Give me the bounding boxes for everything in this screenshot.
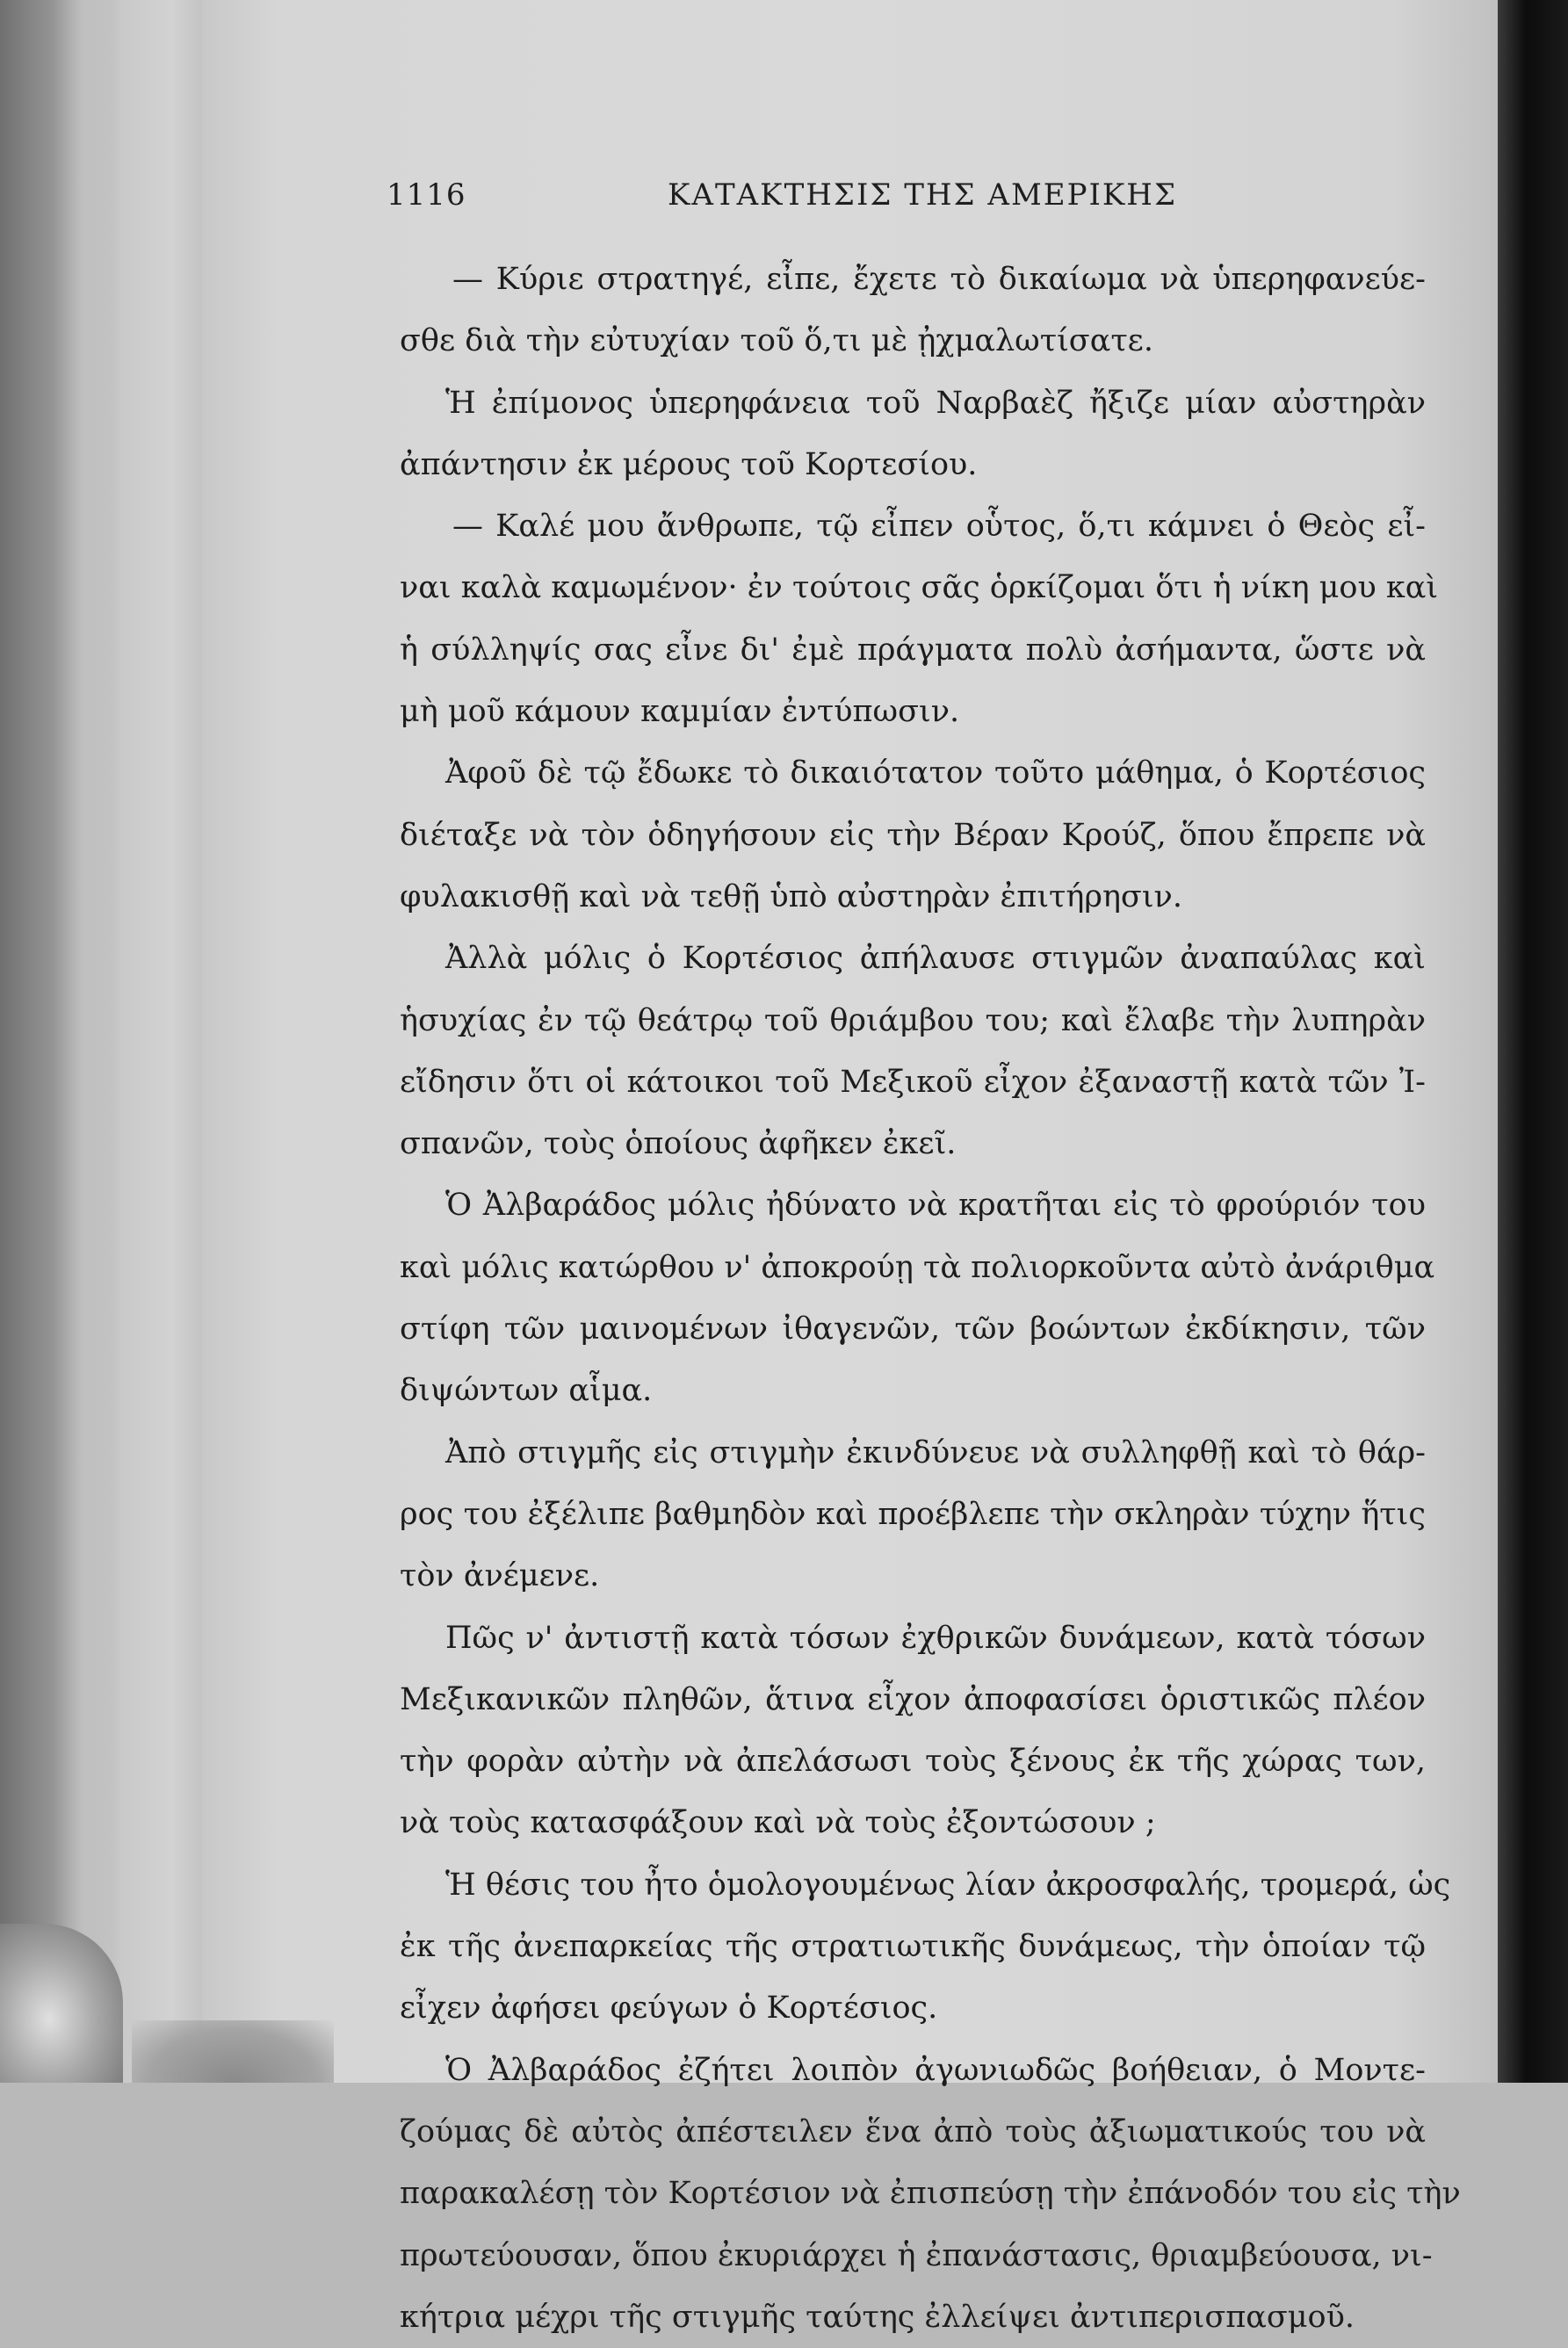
text-line: διψώντων αἷμα. xyxy=(400,1373,653,1409)
text-line: ἡ σύλληψίς σας εἶνε δι' ἐμὲ πράγματα πολὺ ἀσήμαντα, ὥστε νὰ xyxy=(400,632,1426,668)
text-line: καὶ μόλις κατώρθου ν' ἀποκρούῃ τὰ πολιορκοῦντα αὐτὸ ἀνάριθμα xyxy=(400,1249,1435,1285)
text-line: στίφη τῶν μαινομένων ἰθαγενῶν, τῶν βοώντων ἐκδίκησιν, τῶν xyxy=(400,1311,1426,1347)
text-line: πρωτεύουσαν, ὅπου ἐκυριάρχει ἡ ἐπανάστασις, θριαμβεύουσα, νι- xyxy=(400,2237,1433,2273)
text-line: — Κύριε στρατηγέ, εἶπε, ἔχετε τὸ δικαίωμα νὰ ὑπερηφανεύε- xyxy=(452,262,1426,297)
text-line: Ὁ Ἀλβαράδος μόλις ἠδύνατο νὰ κρατῆται εἰς τὸ φρούριόν του xyxy=(445,1188,1426,1224)
text-line: Ἡ ἐπίμονος ὑπερηφάνεια τοῦ Ναρβαὲζ ἤξιζε μίαν αὐστηρὰν xyxy=(445,385,1426,421)
text-line: Ἀπὸ στιγμῆς εἰς στιγμὴν ἐκινδύνευε νὰ συλληφθῇ καὶ τὸ θάρ- xyxy=(445,1434,1426,1470)
text-line: ἀπάντησιν ἐκ μέρους τοῦ Κορτεσίου. xyxy=(400,446,978,482)
text-line: Ἀλλὰ μόλις ὁ Κορτέσιος ἀπήλαυσε στιγμῶν ἀναπαύλας καὶ xyxy=(445,941,1426,977)
text-line: Ἡ θέσις του ἦτο ὁμολογουμένως λίαν ἀκροσφαλής, τρομερά, ὡς xyxy=(445,1867,1451,1903)
text-line: Πῶς ν' ἀντιστῇ κατὰ τόσων ἐχθρικῶν δυνάμεων, κατὰ τόσων xyxy=(445,1620,1426,1656)
text-line: διέταξε νὰ τὸν ὁδηγήσουν εἰς τὴν Βέραν Κρούζ, ὅπου ἔπρεπε νὰ xyxy=(400,817,1426,853)
page-header xyxy=(387,177,1432,221)
text-line: κήτρια μέχρι τῆς στιγμῆς ταύτης ἐλλείψει ἀντιπερισπασμοῦ. xyxy=(400,2299,1355,2335)
text-line: ρος του ἐξέλιπε βαθμηδὸν καὶ προέβλεπε τὴν σκληρὰν τύχην ἥτις xyxy=(400,1496,1426,1532)
text-line: ζούμας δὲ αὐτὸς ἀπέστειλεν ἕνα ἀπὸ τοὺς ἀξιωματικούς του νὰ xyxy=(400,2113,1426,2149)
book-gutter xyxy=(1498,0,1568,2083)
text-line: τὸν ἀνέμενε. xyxy=(400,1558,600,1594)
text-line: φυλακισθῇ καὶ νὰ τεθῇ ὑπὸ αὐστηρὰν ἐπιτήρησιν. xyxy=(400,878,1182,914)
text-line: εἴδησιν ὅτι οἱ κάτοικοι τοῦ Μεξικοῦ εἶχον ἐξαναστῇ κατὰ τῶν Ἰ- xyxy=(400,1064,1426,1100)
facing-page-edge xyxy=(0,0,202,2083)
finger-shadow xyxy=(132,2020,334,2083)
text-line: Ἀφοῦ δὲ τῷ ἔδωκε τὸ δικαιότατον τοῦτο μάθημα, ὁ Κορτέσιος xyxy=(445,755,1426,791)
text-line: νὰ τοὺς κατασφάξουν καὶ νὰ τοὺς ἐξοντώσουν ; xyxy=(400,1805,1156,1841)
running-title: ΚΑΤΑΚΤΗΣΙΣ ΤΗΣ ΑΜΕΡΙΚΗΣ xyxy=(668,177,1177,213)
text-line: εἶχεν ἀφήσει φεύγων ὁ Κορτέσιος. xyxy=(400,1990,938,2027)
text-line: παρακαλέσῃ τὸν Κορτέσιον νὰ ἐπισπεύσῃ τὴν ἐπάνοδόν του εἰς τὴν xyxy=(400,2176,1461,2212)
text-line: ναι καλὰ καμωμένον· ἐν τούτοις σᾶς ὁρκίζομαι ὅτι ἡ νίκη μου καὶ xyxy=(400,570,1439,606)
text-line: σπανῶν, τοὺς ὁποίους ἀφῆκεν ἐκεῖ. xyxy=(400,1126,957,1162)
page-number: 1116 xyxy=(387,177,466,213)
text-line: μὴ μοῦ κάμουν καμμίαν ἐντύπωσιν. xyxy=(400,694,960,730)
text-line: σθε διὰ τὴν εὐτυχίαν τοῦ ὅ,τι μὲ ᾐχμαλωτίσατε. xyxy=(400,323,1153,359)
text-line: Μεξικανικῶν πληθῶν, ἅτινα εἶχον ἀποφασίσει ὁριστικῶς πλέον xyxy=(400,1681,1426,1717)
text-line: τὴν φορὰν αὐτὴν νὰ ἀπελάσωσι τοὺς ξένους ἐκ τῆς χώρας των, xyxy=(400,1744,1426,1780)
text-line: — Καλέ μου ἄνθρωπε, τῷ εἶπεν οὗτος, ὅ,τι κάμνει ὁ Θεὸς εἶ- xyxy=(452,509,1426,545)
text-line: Ὁ Ἀλβαράδος ἐζήτει λοιπὸν ἀγωνιωδῶς βοήθειαν, ὁ Μοντε- xyxy=(445,2052,1426,2088)
body-text xyxy=(400,249,1461,2348)
text-line: ἐκ τῆς ἀνεπαρκείας τῆς στρατιωτικῆς δυνάμεως, τὴν ὁποίαν τῷ xyxy=(400,1929,1426,1965)
text-line: ἡσυχίας ἐν τῷ θεάτρῳ τοῦ θριάμβου του; καὶ ἔλαβε τὴν λυπηρὰν xyxy=(400,1002,1426,1038)
